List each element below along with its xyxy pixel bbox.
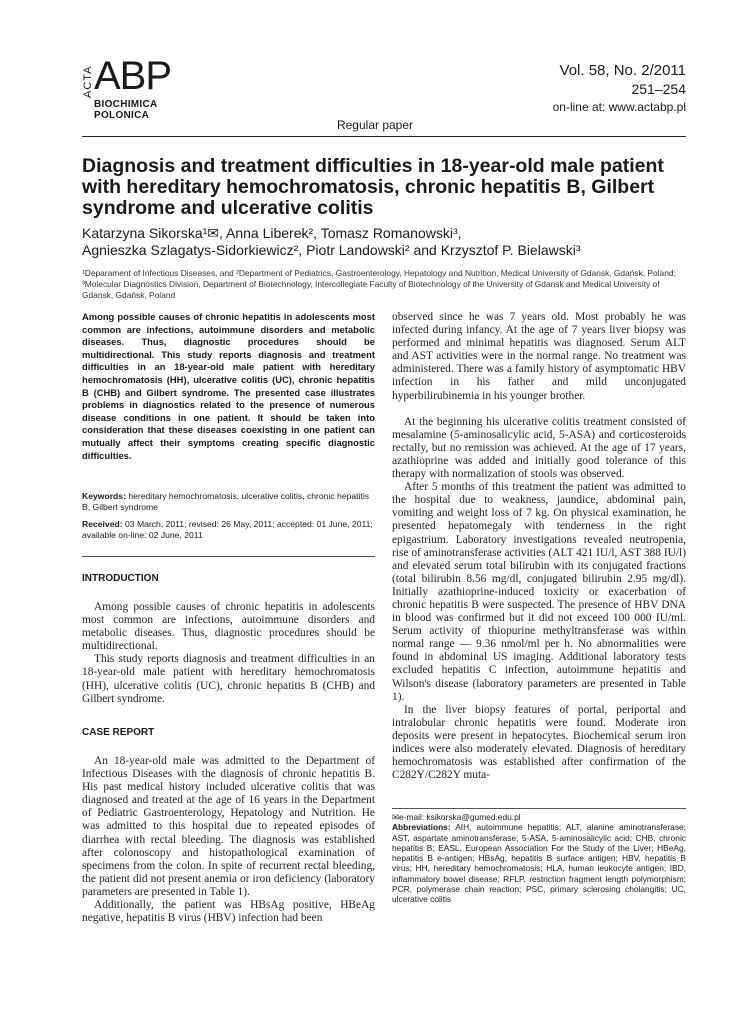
author-list — [82, 225, 692, 259]
footnote — [392, 812, 686, 905]
keywords-label: Keywords: — [82, 491, 126, 501]
paragraph: An 18-year-old male was admitted to the Department of Infectious Diseases with the diagnosis of chronic hepatitis B. His past medical history included ulcerative colitis that was diagnosed and treated at the age of 16 years in the Department of Pediatric Gastroenterology, Hepatology and Nutrition. He was admitted to this hospital due to repeated episodes of diarrhea with rectal bleeding. The diagnosis was established after colonoscopy and histopathological examination of specimens from the colon. In spite of recurrent rectal bleeding, the patient did not present anemia or iron deficiency (laboratory parameters are presented in Table 1). — [82, 755, 375, 898]
dates-text: 03 March, 2011; revised: 26 May, 2011; accepted: 01 June, 2011; available on-line: 02 June, 2011 — [82, 519, 373, 540]
corresponding-email[interactable]: ✉e-mail: ksikorska@gumed.edu.pl — [392, 812, 521, 822]
paragraph: After 5 months of this treatment the patient was admitted to the hospital due to weakness, jaundice, abdominal pain, vomiting and weight loss of 7 kg. On physical examination, he presented hepatomegaly with tenderness in the right epigastrium. Laboratory investigations revealed neutropenia, rise of aminotransferase activities (ALT 421 IU/l, AST 388 IU/l) and elevated serum total bilirubin with its conjugated fractions (total bilirubin 8.56 mg/dl, conjugated bilirubin 2.95 mg/dl). Initially azathioprine-induced toxicity or exacerbation of chronic hepatitis B were suspected. The presence of HBV DNA in blood was confirmed but it did not exceed 100 000 IU/ml. Serum activity of thiopurine methyltransferase was within normal range — 9.36 nmol/ml per h. No abnormalities were found in abdominal US imaging. Additional laboratory tests excluded hepatitis C infection, autoimmune hepatitis and Wilson's disease (laboratory parameters are presented in Table 1). — [392, 481, 686, 703]
logo-abbr: ABP — [94, 54, 172, 98]
journal-volume: Vol. 58, No. 2/2011 — [559, 62, 686, 79]
paragraph: Among possible causes of chronic hepatitis in adolescents most common are infections, autoimmune disorders and metabolic diseases. Thus, diagnostic procedures should be multidirectional. — [82, 601, 375, 653]
abbreviations-label: Abbreviations: — [392, 822, 451, 833]
paragraph: observed since he was 7 years old. Most probably he was infected during infancy. At the age of 7 years liver biopsy was performed and minimal hepatitis was diagnosed. Serum ALT and AST activities were in the normal range. No treatment was administered. There was a family history of asymptomatic HBV infection in his father and mild unconjugated hyperbilirubinemia in his younger brother. — [392, 311, 686, 402]
section-heading-case-report: CASE REPORT — [82, 727, 155, 738]
paragraph: At the beginning his ulcerative colitis treatment consisted of mesalamine (5-aminosalicylic acid, 5-ASA) and corticosteroids rectally, but no remission was achieved. At the age of 17 years, azathioprine was added and initially good tolerance of this therapy with normalization of stools was observed. — [392, 415, 686, 481]
footnote-divider — [392, 808, 686, 809]
logo-line2: POLONICA — [94, 110, 150, 121]
dates-label: Received: — [82, 519, 123, 529]
paragraph: Additionally, the patient was HBsAg positive, HBeAg negative, hepatitis B virus (HBV) infection had been — [82, 899, 375, 925]
logo-acta-text: ACTA — [82, 65, 94, 98]
author-line-1: Katarzyna Sikorska¹✉, Anna Liberek², Tomasz Romanowski³, — [82, 225, 462, 241]
keywords — [82, 491, 375, 513]
journal-online-link[interactable]: on-line at: www.actabp.pl — [552, 100, 686, 114]
logo-line1: BIOCHIMICA — [94, 99, 158, 110]
section-heading-introduction: INTRODUCTION — [82, 573, 159, 584]
case-report-body — [82, 755, 375, 925]
journal-pages: 251–254 — [631, 81, 686, 97]
paper-type: Regular paper — [336, 118, 414, 132]
keywords-text: hereditary hemochromatosis, ulcerative colitis, chronic hepatitis B, Gilbert syndrome — [82, 491, 370, 512]
publication-dates — [82, 519, 375, 541]
header-divider — [82, 136, 686, 137]
paragraph: This study reports diagnosis and treatment difficulties in an 18-year-old male patient with hereditary hemochromatosis (HH), ulcerative colitis (UC), chronic hepatitis B (CHB) and Gilbert syndrome. — [82, 653, 375, 705]
paragraph: In the liver biopsy features of portal, periportal and intralobular chronic hepatitis were found. Moderate iron deposits were present in hepatocytes. Biochemical serum iron indices were also moderately elevated. Diagnosis of hereditary hemochromatosis was established after confirmation of the C282Y/C282Y muta- — [392, 703, 686, 782]
author-line-2: Agnieszka Szlagatys-Sidorkiewicz², Piotr Landowski² and Krzysztof P. Bielawski³ — [82, 242, 581, 258]
abstract-divider — [82, 556, 375, 557]
affiliations: ¹Deparament of Infectious Diseases, and ²Department of Pediatrics, Gastroenterology, Hepatology and Nutrition, Medical University of Gdansk, Gdańsk, Poland; ³Molecular Diagnostics Division, Department of Biotechnology, Intercollegiate Faculty of Biotechnology of the University of Gdansk and Medical University of Gdansk, Gdańsk, Poland — [82, 268, 676, 300]
abstract: Among possible causes of chronic hepatitis in adolescents most common are infections, autoimmune disorders and metabolic diseases. Thus, diagnostic procedures should be multidirectional. This study reports diagnosis and treatment difficulties in an 18-year-old male patient with hereditary hemochromatosis (HH), ulcerative colitis (UC), chronic hepatitis B (CHB) and Gilbert syndrome. The presented case illustrates problems in diagnostics related to the presence of numerous disease conditions in one patient. It should be taken into consideration that these diseases coexisting in one patient can mutually affect their symptoms creating specific diagnostic difficulties. — [82, 311, 375, 461]
paper-title: Diagnosis and treatment difficulties in 18-year-old male patient with hereditary hemochromatosis, chronic hepatitis B, Gilbert syndrome and ulcerative colitis — [82, 155, 664, 219]
journal-logo — [82, 54, 172, 121]
introduction-body — [82, 601, 375, 706]
abbreviations-text: AIH, autoimmune hepatitis; ALT, alanine aminotransferase; AST, aspartate aminotransferase; 5-ASA, 5-aminosalicylic acid; CHB, chronic hepatitis B; EASL, European Association For the Study of the Liver; HBeAg, hepatitis B e-antigen; HBsAg, hepatitis B surface antigen; HBV, hepatitis B virus; HH, hereditary hemochromatosis; HLA, human leukocyte antigen; IBD, inflammatory bowel disease; RFLP, restriction fragment length polymorphism; PCR, polymerase chain reaction; PSC, primary sclerosing cholangitis; UC, ulcerative colitis — [392, 822, 686, 905]
right-column-body — [392, 311, 686, 782]
journal-info — [553, 62, 686, 116]
